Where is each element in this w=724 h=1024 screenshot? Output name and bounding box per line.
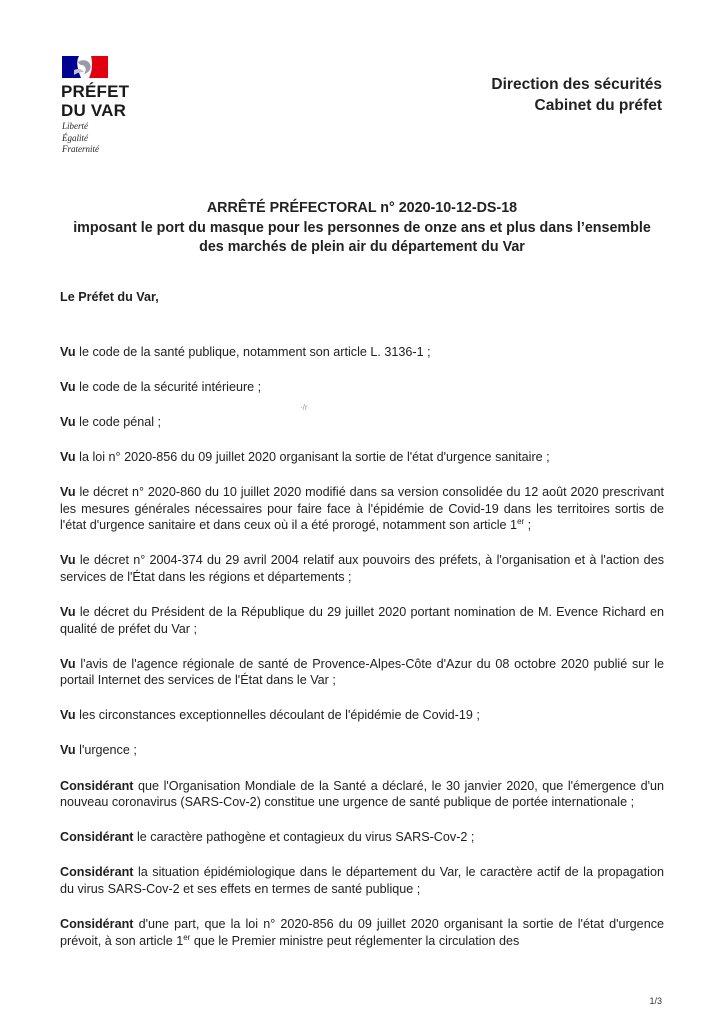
paragraph-lead: Vu — [60, 708, 76, 723]
decree-intro: Le Préfet du Var, — [60, 290, 159, 304]
paragraph-text: le décret n° 2020-860 du 10 juillet 2020 modifié dans sa version consolidée du 12 août 2020 prescrivant les mesures générales nécessaires pour faire face à l'épidémie de Covid-19 dans les territoires sortis de l'état d'urgence sanitaire et dans ceux où il a été prorogé, notamment son article 1 — [60, 484, 664, 533]
paragraph-lead: Considérant — [60, 865, 134, 880]
decree-title-line3: des marchés de plein air du département du Var — [199, 239, 525, 255]
paragraph-text: le code pénal ; — [75, 414, 162, 429]
decree-title-line2: imposant le port du masque pour les personnes de onze ans et plus dans l’ensemble — [73, 219, 651, 236]
paragraph-lead: Considérant — [60, 778, 134, 793]
decree-paragraph — [60, 449, 664, 466]
prefet-title — [61, 82, 129, 120]
motto-egalite: Égalité — [62, 132, 88, 143]
decree-paragraph — [60, 916, 664, 949]
decree-paragraph — [60, 778, 664, 811]
paragraph-lead: Vu — [60, 656, 76, 671]
paragraph-text: le code de la santé publique, notamment son article L. 3136-1 ; — [75, 344, 431, 359]
prefet-line2: DU VAR — [61, 101, 127, 120]
paragraph-lead: Vu — [60, 604, 76, 619]
republic-motto — [62, 121, 99, 156]
paragraph-text: le décret n° 2004-374 du 29 avril 2004 relatif aux pouvoirs des préfets, à l'organisation et à l'action des services de l'État dans les régions et départements ; — [60, 553, 664, 584]
ordinal-superscript: er — [183, 932, 191, 942]
paragraph-text: le décret du Président de la République du 29 juillet 2020 portant nomination de M. Evence Richard en qualité de préfet du Var ; — [60, 604, 664, 636]
decree-paragraph — [60, 344, 664, 361]
paragraph-text: l'avis de l'agence régionale de santé de Provence-Alpes-Côte d'Azur du 08 octobre 2020 publié sur le portail Internet des services de l'État dans le Var ; — [60, 656, 664, 688]
paragraph-text: l'urgence ; — [75, 743, 137, 758]
paragraph-lead: Vu — [60, 379, 76, 394]
decree-paragraph — [60, 742, 664, 759]
decree-paragraph — [60, 414, 664, 431]
decree-body — [60, 289, 664, 968]
paragraph-lead: Vu — [60, 449, 76, 464]
motto-fraternite: Fraternité — [62, 144, 99, 154]
paragraph-text: la situation épidémiologique dans le département du Var, le caractère actif de la propagation du virus SARS-Cov-2 et ses effets en termes de santé publique ; — [60, 865, 664, 896]
decree-paragraph — [60, 829, 664, 846]
paragraph-lead: Vu — [60, 553, 76, 568]
decree-paragraph — [60, 707, 664, 724]
paragraph-text: d'une part, que la loi n° 2020-856 du 09 juillet 2020 organisant la sortie de l'état d'urgence prévoit, à son article 1 — [60, 916, 664, 948]
paragraph-text: la loi n° 2020-856 du 09 juillet 2020 organisant la sortie de l'état d'urgence sanitaire ; — [75, 449, 550, 464]
decree-paragraph — [60, 379, 664, 396]
decree-title — [60, 199, 664, 258]
decree-paragraph — [60, 864, 664, 897]
decree-paragraph — [60, 552, 664, 585]
decree-title-line1: ARRÊTÉ PRÉFECTORAL n° 2020-10-12-DS-18 — [206, 200, 518, 216]
paragraph-lead: Considérant — [60, 916, 134, 931]
scan-mark: ·/r — [300, 403, 308, 412]
paragraph-text: le code de la sécurité intérieure ; — [75, 379, 262, 394]
prefet-line1: PRÉFET — [61, 82, 130, 101]
decree-paragraph — [60, 484, 664, 534]
paragraph-lead: Vu — [60, 344, 76, 359]
ordinal-superscript: er — [517, 517, 525, 527]
paragraph-text: les circonstances exceptionnelles découlant de l'épidémie de Covid-19 ; — [75, 708, 480, 723]
paragraph-tail: que le Premier ministre peut réglementer la circulation des — [190, 933, 520, 948]
motto-liberte: Liberté — [62, 121, 88, 131]
direction-line1: Direction des sécurités — [491, 76, 662, 93]
direction-line2: Cabinet du préfet — [534, 97, 662, 114]
paragraph-lead: Considérant — [60, 830, 134, 845]
paragraph-tail: ; — [524, 518, 532, 533]
page-number: 1/3 — [649, 996, 662, 1006]
decree-paragraph — [60, 656, 664, 689]
paragraph-lead: Vu — [60, 414, 76, 429]
paragraph-lead: Vu — [60, 743, 76, 758]
paragraph-lead: Vu — [60, 484, 76, 499]
decree-paragraph — [60, 604, 664, 637]
paragraph-text: que l'Organisation Mondiale de la Santé a déclaré, le 30 janvier 2020, que l'émergence d'un nouveau coronavirus (SARS-Cov-2) constitue une urgence de santé publique de portée internationale ; — [60, 778, 664, 810]
issuing-service — [491, 74, 662, 116]
paragraph-text: le caractère pathogène et contagieux du virus SARS-Cov-2 ; — [133, 830, 475, 845]
marianne-logo — [62, 56, 108, 78]
